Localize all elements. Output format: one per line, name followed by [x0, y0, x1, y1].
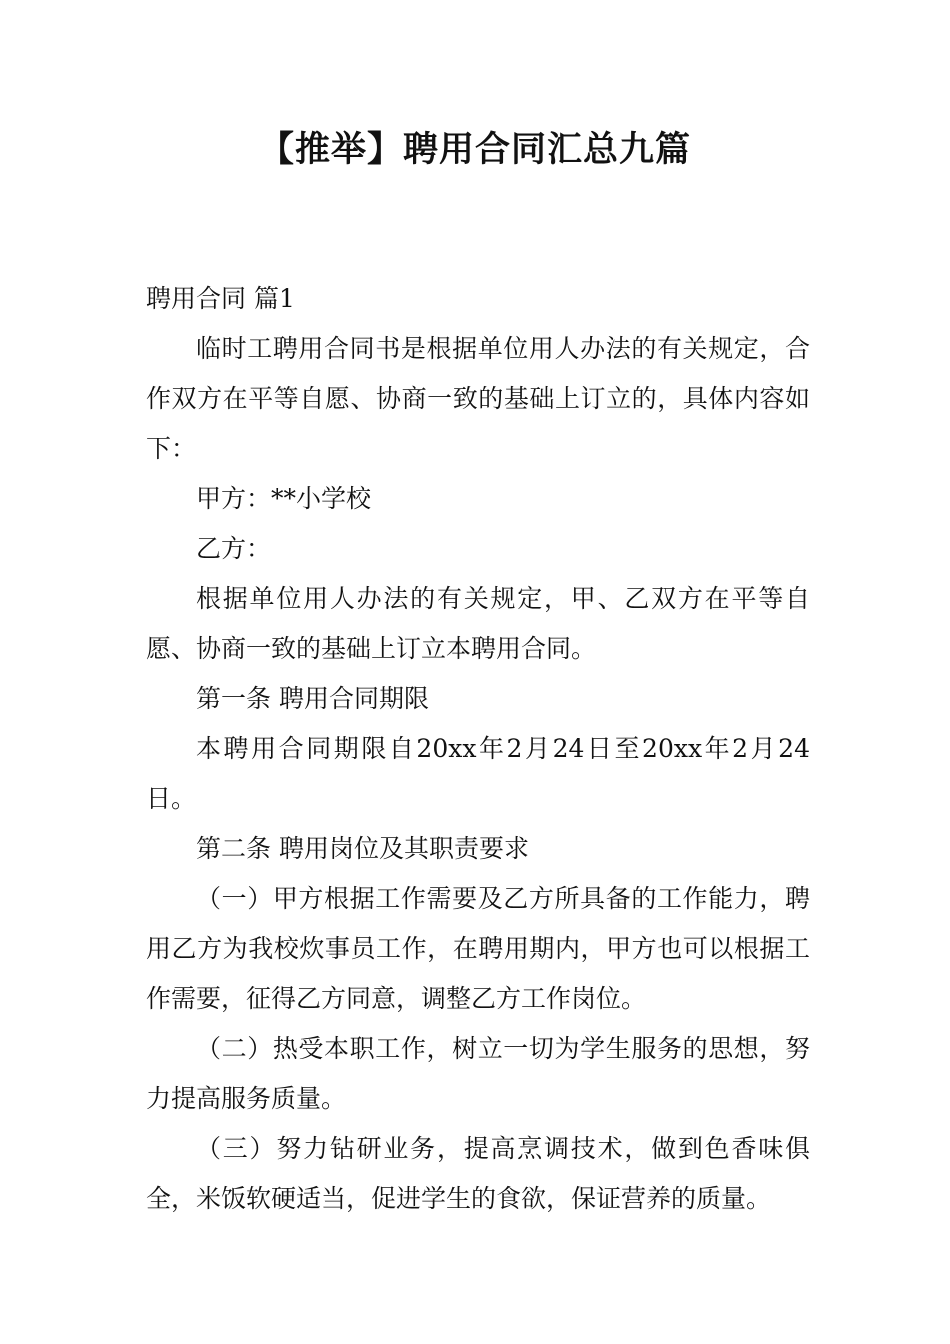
article-2-heading: 第二条 聘用岗位及其职责要求 — [196, 834, 529, 863]
article-1-term: 本聘用合同期限自20xx年2月24日至20xx年2月24日。 — [146, 734, 810, 813]
paragraph-intro: 临时工聘用合同书是根据单位用人办法的有关规定，合作双方在平等自愿、协商一致的基础上订立的，具体内容如下： — [146, 334, 810, 463]
article-1-heading: 第一条 聘用合同期限 — [196, 684, 429, 713]
article-2-item-1: （一）甲方根据工作需要及乙方所具备的工作能力，聘用乙方为我校炊事员工作，在聘用期内，甲方也可以根据工作需要，征得乙方同意，调整乙方工作岗位。 — [146, 884, 810, 1013]
paragraph-basis: 根据单位用人办法的有关规定，甲、乙双方在平等自愿、协商一致的基础上订立本聘用合同。 — [146, 584, 810, 663]
paragraph-party-a: 甲方：**小学校 — [196, 484, 372, 513]
article-2-item-2: （二）热受本职工作，树立一切为学生服务的思想，努力提高服务质量。 — [146, 1034, 810, 1113]
article-2-item-3: （三）努力钻研业务，提高烹调技术，做到色香味俱全，米饭软硬适当，促进学生的食欲，保证营养的质量。 — [146, 1134, 810, 1213]
section-heading: 聘用合同 篇1 — [146, 284, 295, 313]
document-title: 【推举】聘用合同汇总九篇 — [258, 130, 691, 170]
document-body — [146, 274, 810, 1224]
paragraph-party-b: 乙方： — [196, 534, 272, 563]
